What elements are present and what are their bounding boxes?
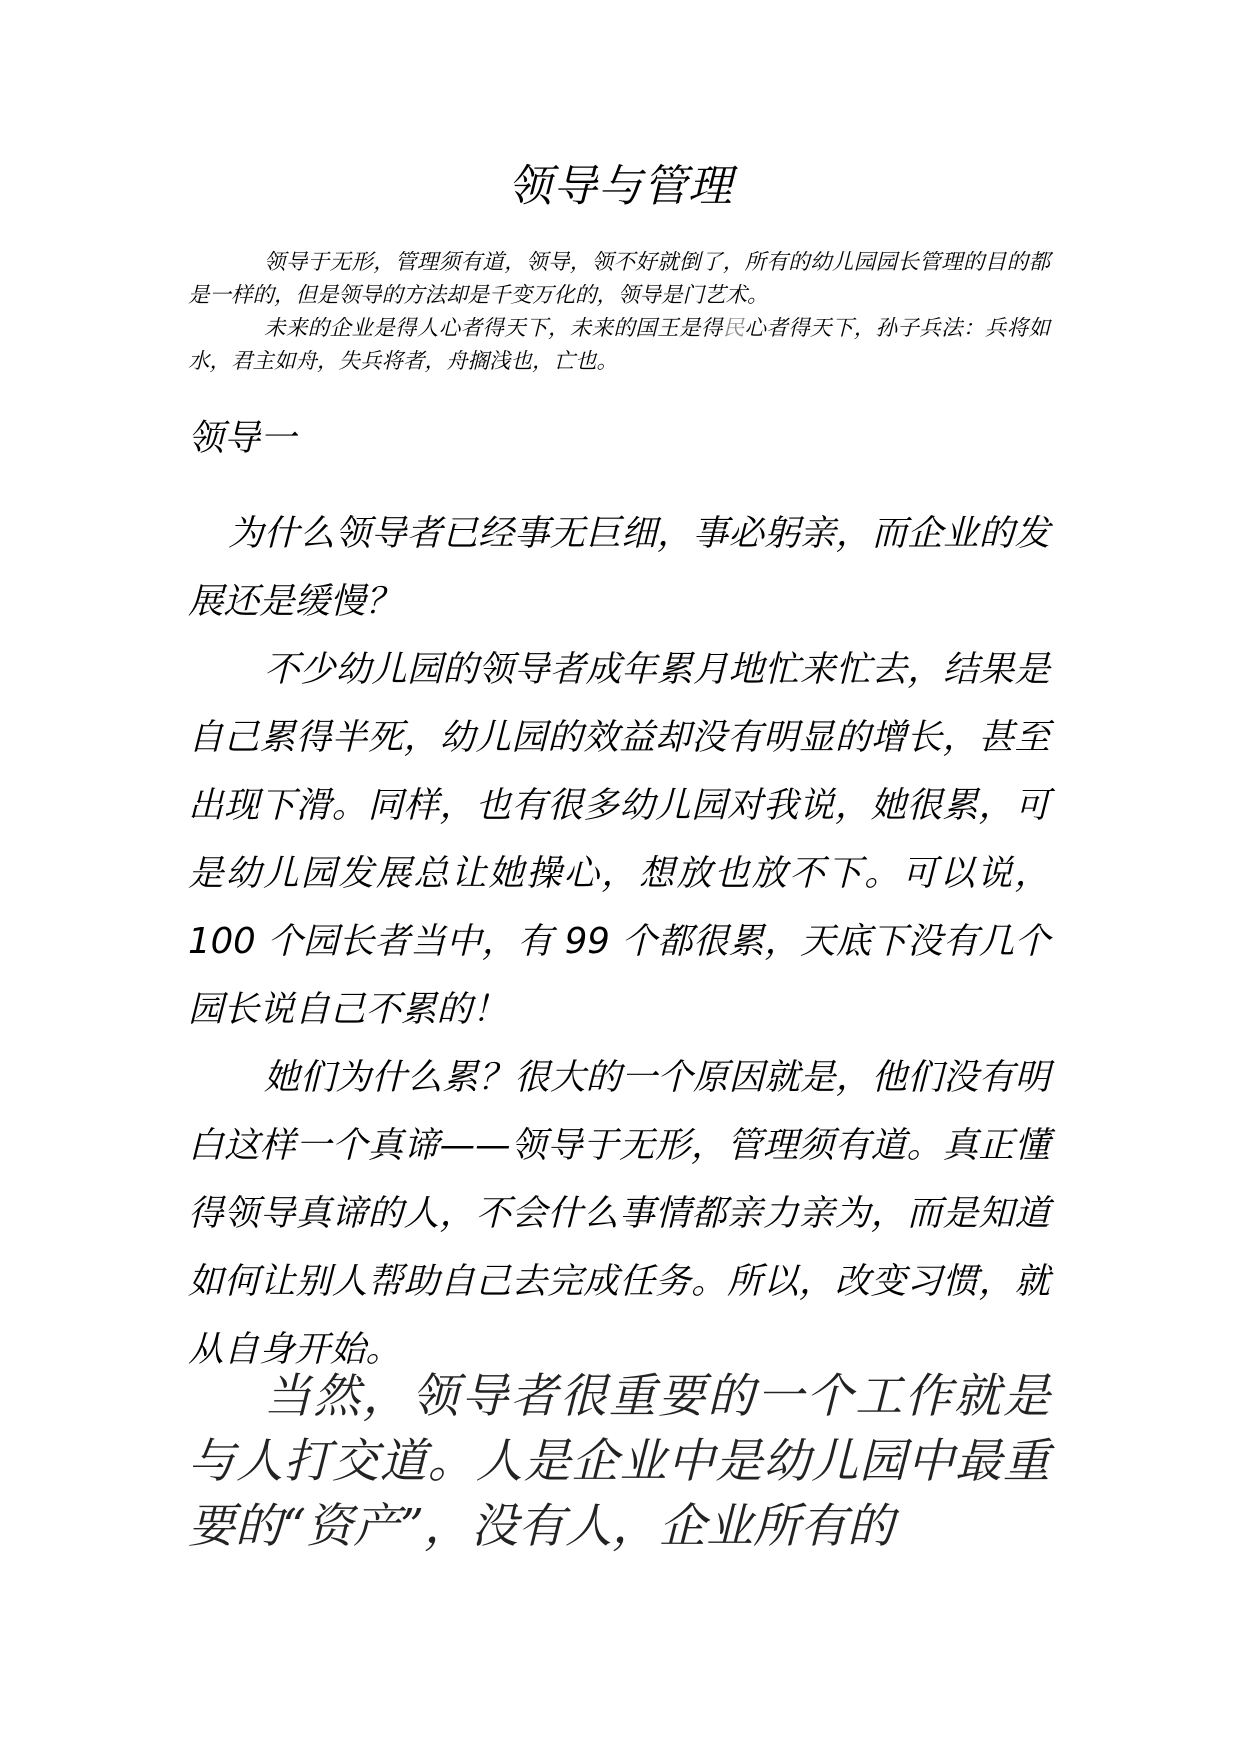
intro-section bbox=[188, 246, 1050, 378]
intro-paragraph: 领导于无形，管理须有道，领导，领不好就倒了，所有的幼儿园园长管理的目的都是一样的，但是领导的方法却是千变万化的，领导是门艺术。 bbox=[188, 250, 1050, 308]
question-paragraph: 为什么领导者已经事无巨细，事必躬亲，而企业的发展还是缓慢？ bbox=[188, 513, 1050, 622]
document-title: 领导与管理 bbox=[508, 161, 733, 212]
intro-text: 未来的企业是得人心者得天下，未来的国王是得 bbox=[264, 316, 723, 341]
closing-section bbox=[188, 1364, 1050, 1559]
body-section bbox=[188, 500, 1050, 1384]
intro-text: 心者得天下，孙子兵法：兵将如水，君主如舟，失兵将者，舟搁浅也，亡也。 bbox=[188, 316, 1050, 374]
body-paragraph: 她们为什么累？很大的一个原因就是，他们没有明白这样一个真谛——领导于无形，管理须有道。真正懂得领导真谛的人，不会什么事情都亲力亲为，而是知道如何让别人帮助自己去完成任务。所以，改变习惯，就从自身开始。 bbox=[188, 1057, 1050, 1370]
section-heading: 领导一 bbox=[188, 418, 297, 459]
body-paragraph: 不少幼儿园的领导者成年累月地忙来忙去，结果是自己累得半死，幼儿园的效益却没有明显的增长，甚至出现下滑。同样，也有很多幼儿园对我说，她很累，可是幼儿园发展总让她操心，想放也放不下。可以说，100 个园长者当中，有 99 个都很累，天底下没有几个园长说自己不累的！ bbox=[188, 649, 1050, 1030]
faded-character: 民 bbox=[722, 316, 745, 341]
closing-paragraph: 当然，领导者很重要的一个工作就是与人打交道。人是企业中是幼儿园中最重要的“资产”，没有人，企业所有的 bbox=[188, 1369, 1050, 1554]
intro-paragraph bbox=[188, 312, 1050, 378]
